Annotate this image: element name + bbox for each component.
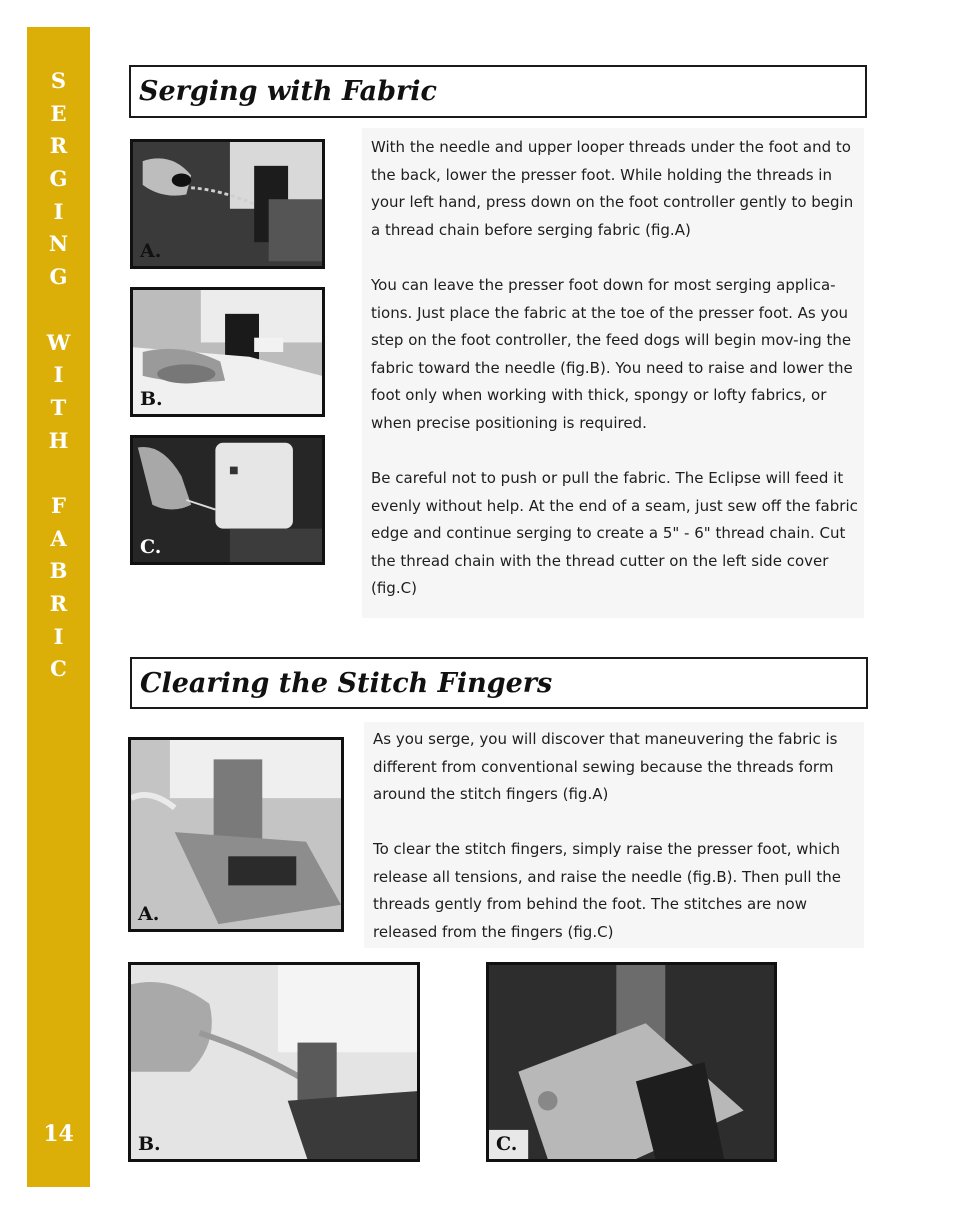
section-title-serging: Serging with Fabric [129, 65, 867, 118]
figure-label: B. [138, 1133, 161, 1155]
paragraph: Be careful not to push or pull the fabric. The Eclipse will feed it evenly without help. At the end of a seam, just sew off the fabric edge and continue serging to create a 5" - 6" thread chain. Cut the thread chain with the thread cutter on the left side cover (fig.C) [371, 469, 858, 597]
figure-photo-released-stitches [486, 962, 777, 1162]
section-title-stitch-fingers: Clearing the Stitch Fingers [130, 657, 868, 709]
figure-label: C. [496, 1133, 518, 1155]
sidebar-tab [27, 27, 90, 1187]
sidebar-vertical-title [27, 65, 90, 686]
sidebar-letter: G [49, 264, 68, 290]
sidebar-letter: F [51, 492, 66, 518]
sidebar-letter: N [48, 231, 69, 257]
sidebar-letter: H [48, 427, 69, 453]
sidebar-letter: B [49, 558, 68, 584]
paragraph: You can leave the presser foot down for most serging applica-tions. Just place the fabric at the toe of the presser foot. As you step on the foot controller, the feed dogs will begin mov-ing the fabric toward the needle (fig.B). You need to raise and lower the foot only when working with thick, spongy or lofty fabrics, or when precise positioning is required. [371, 276, 853, 432]
sidebar-letter: S [50, 68, 67, 93]
figure-photo-thread-chain [130, 139, 325, 269]
paragraph: To clear the stitch fingers, simply raise the presser foot, which release all tensions, and raise the needle (fig.B). Then pull the threads gently from behind the foot. The stitches are now released from the fingers (fig.C) [373, 840, 841, 941]
paragraph: As you serge, you will discover that maneuvering the fabric is different from conventional sewing because the threads form around the stitch fingers (fig.A) [373, 730, 838, 803]
figure-label: C. [140, 536, 162, 558]
paragraph: With the needle and upper looper threads under the foot and to the back, lower the presser foot. While holding the threads in your left hand, press down on the foot controller gently to begin a thread chain before serging fabric (fig.A) [371, 138, 854, 239]
sidebar-letter: I [53, 623, 64, 649]
figure-photo-fabric-feed [130, 287, 325, 417]
sidebar-letter: A [50, 525, 67, 551]
figure-label: B. [140, 388, 163, 410]
figure-label: A. [140, 240, 162, 262]
sidebar-letter: G [49, 166, 68, 192]
figure-photo-pull-threads [128, 962, 420, 1162]
sidebar-letter: R [49, 591, 68, 616]
sidebar-letter: I [53, 362, 64, 388]
figure-photo-stitch-fingers [128, 737, 344, 932]
sidebar-letter: C [50, 656, 67, 682]
figure-label: A. [138, 903, 160, 925]
sidebar-letter: E [50, 100, 67, 126]
sidebar-letter: I [53, 198, 64, 224]
page-number: 14 [43, 1121, 74, 1147]
sidebar-letter: T [50, 394, 67, 420]
figure-photo-thread-cutter [130, 435, 325, 565]
sidebar-letter: W [46, 329, 71, 355]
sidebar-letter: R [49, 133, 68, 159]
